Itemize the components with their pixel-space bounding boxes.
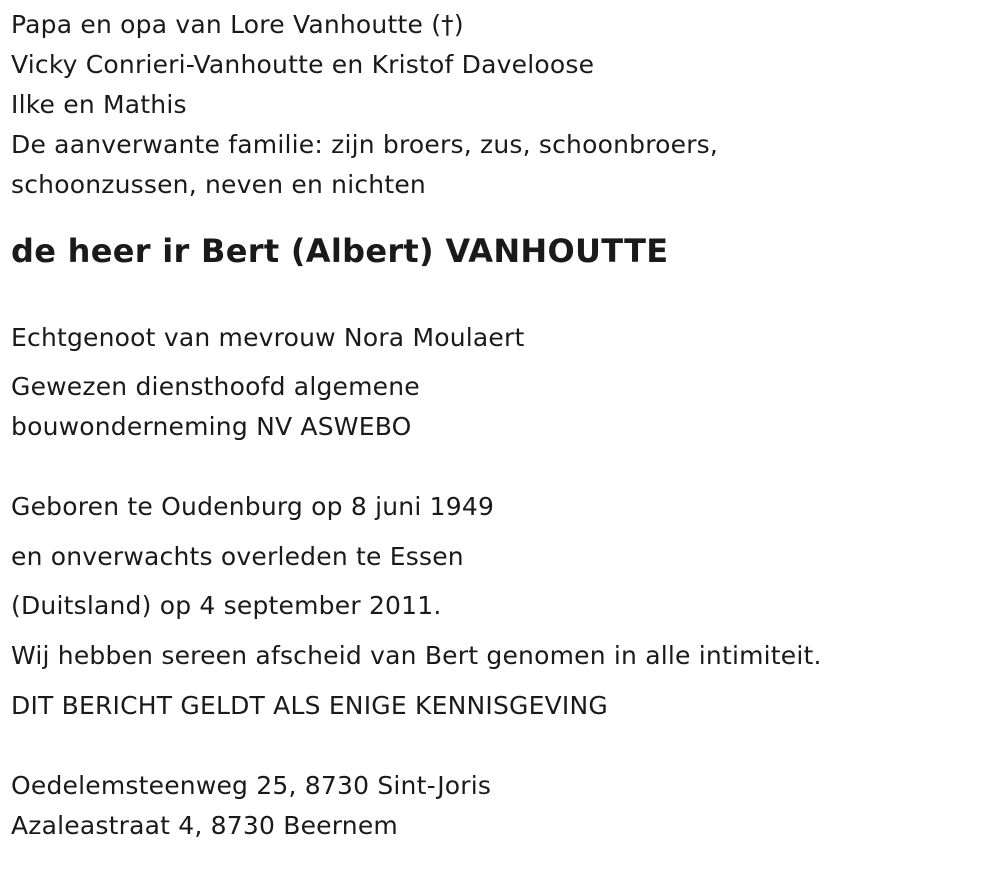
family-line-grandchild: Papa en opa van Lore Vanhoutte (†) (11, 10, 464, 39)
address-line-2: Azaleastraat 4, 8730 Beernem (11, 811, 398, 840)
family-line-grandchildren: Ilke en Mathis (11, 90, 187, 119)
address-line-1: Oedelemsteenweg 25, 8730 Sint-Joris (11, 771, 492, 800)
spouse-line: Echtgenoot van mevrouw Nora Moulaert (11, 323, 525, 352)
family-line-relatives: De aanverwante familie: zijn broers, zus, schoonbroers, (11, 130, 719, 159)
death-notice (11, 0, 991, 846)
job-line-1: Gewezen diensthoofd algemene (11, 372, 420, 401)
job-line-2: bouwonderneming NV ASWEBO (11, 412, 412, 441)
death-line-1: en onverwachts overleden te Essen (11, 542, 464, 571)
family-list (11, 0, 991, 205)
farewell-line: Wij hebben sereen afscheid van Bert genomen in alle intimiteit. (11, 641, 822, 670)
deceased-name: de heer ir Bert (Albert) VANHOUTTE (11, 232, 669, 270)
family-line-relatives-cont: schoonzussen, neven en nichten (11, 170, 426, 199)
notice-line: DIT BERICHT GELDT ALS ENIGE KENNISGEVING (11, 691, 608, 720)
death-line-2: (Duitsland) op 4 september 2011. (11, 591, 442, 620)
birth-line: Geboren te Oudenburg op 8 juni 1949 (11, 492, 495, 521)
family-line-daughter: Vicky Conrieri-Vanhoutte en Kristof Daveloose (11, 50, 595, 79)
